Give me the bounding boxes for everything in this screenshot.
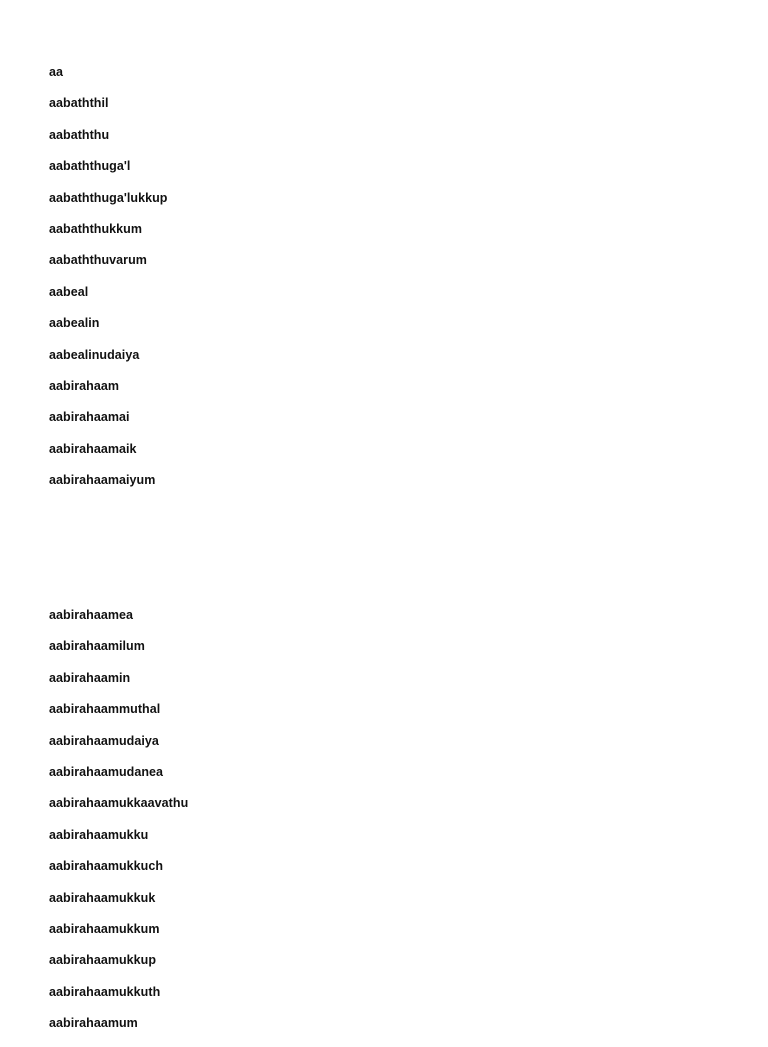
word-list-item: aabirahaamukkuth (49, 984, 161, 999)
word-list-item: aabirahaamum (49, 1016, 138, 1031)
word-list-item: aabirahaamea (49, 608, 133, 622)
word-list-item: aabirahaamaik (49, 441, 137, 456)
word-list-item: aabirahaamukkuch (49, 859, 164, 874)
word-list-item: aabirahaamukkaavathu (49, 796, 189, 811)
word-list-item: aabirahaamukkum (49, 921, 160, 936)
word-list-item: aabaththuvarum (49, 253, 147, 268)
word-list-item: aabealinudaiya (49, 347, 140, 362)
word-list-item: aabirahaam (49, 378, 119, 393)
word-list-item: aabaththukkum (49, 221, 143, 236)
word-list-item: aabirahaamaiyum (49, 473, 156, 488)
word-list-item: aabirahaamilum (49, 639, 145, 654)
word-list-item: aabealin (49, 316, 100, 331)
word-list-item: aabeal (49, 284, 89, 299)
word-list-section-2 (49, 608, 188, 1047)
word-list-item: aabirahaamukkuk (49, 890, 156, 905)
word-list-item: aabirahaamudaiya (49, 733, 159, 748)
word-list-item: aabaththuga'l (49, 159, 131, 174)
word-list-item: aabirahaamai (49, 410, 130, 425)
word-list-item: aabirahaamukkup (49, 953, 157, 968)
word-list-item: aabirahaamukku (49, 827, 149, 842)
word-list-section-1 (49, 65, 167, 504)
word-list-item: aabaththil (49, 96, 109, 111)
word-list-item: aabirahaamudanea (49, 764, 164, 779)
word-list-item: aabaththu (49, 127, 110, 142)
word-list-item: aabirahaammuthal (49, 702, 161, 717)
word-list-item: aabaththuga'lukkup (49, 190, 168, 205)
word-list-item: aa (49, 65, 64, 79)
word-list-item: aabirahaamin (49, 670, 131, 685)
